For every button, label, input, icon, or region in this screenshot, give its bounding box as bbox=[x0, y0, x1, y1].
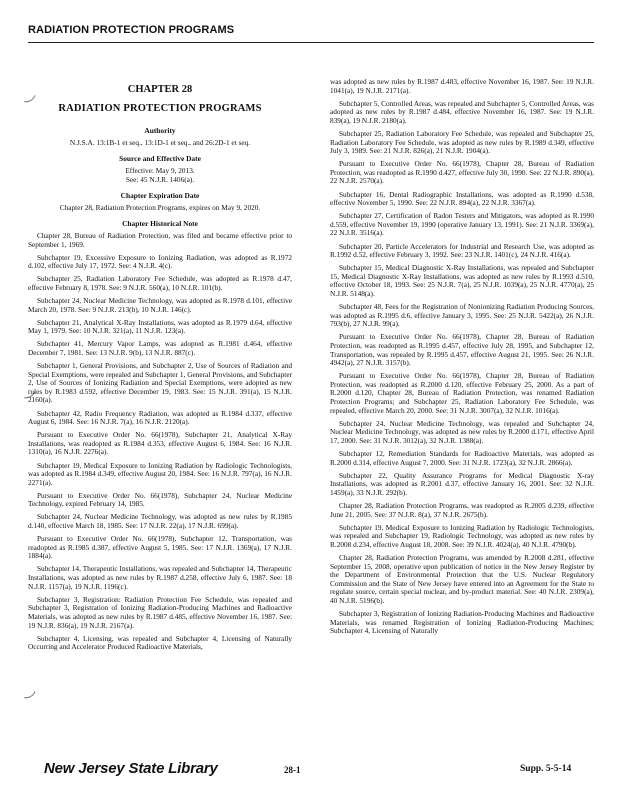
history-paragraph: Pursuant to Executive Order No. 66(1978), Chapter 28, Bureau of Radiation Protection, was readopted as R.1990 d.427, effective July 30, 1990. See: 22 N.J.R. 890(a), 22 N.J.R. 2570(a). bbox=[330, 159, 594, 186]
history-paragraph: Subchapter 5, Controlled Areas, was repealed and Subchapter 5, Controlled Areas, was adopted as new rules by R.1987 d.484, effective November 16, 1987. See: 19 N.J.R. 839(a), 19 N.J.R. 2180(a). bbox=[330, 98, 594, 125]
right-column bbox=[330, 78, 594, 640]
authority-text: N.J.S.A. 13:1B-1 et seq., 13:1D-1 et seq., and 26:2D-1 et seq. bbox=[69, 137, 251, 147]
history-paragraph: Pursuant to Executive Order No. 66(1978), Subchapter 24, Nuclear Medicine Technology, expired February 14, 1985. bbox=[28, 490, 292, 509]
source-line: See: 45 N.J.R. 1406(a). bbox=[125, 174, 195, 184]
history-paragraph: Subchapter 1, General Provisions, and Subchapter 2, Use of Sources of Radiation and Special Exemptions, were repealed and Subchapter 1, General Provisions, and Subchapter 2, Use of Sources of Ionizing Radiation and Special Exemptions, were adopted as new rules by R.1983 d.592, effective December 19, 1983. See: 15 N.J.R. 391(a), 15 N.J.R. 2160(a). bbox=[28, 361, 292, 405]
history-paragraph: Subchapter 24, Nuclear Medicine Technology, was adopted as R.1978 d.101, effective March 20, 1978. See: 9 N.J.R. 213(b), 10 N.J.R. 146(c). bbox=[28, 296, 292, 314]
page-number: 28-1 bbox=[284, 765, 301, 775]
history-paragraph: Chapter 28, Bureau of Radiation Protection, was filed and became effective prior to September 1, 1969. bbox=[28, 230, 292, 249]
history-paragraph: Subchapter 16, Dental Radiographic Installations, was adopted as R.1990 d.538, effective November 5, 1990. See: 22 N.J.R. 894(a), 22 N.J.R. 3367(a). bbox=[330, 189, 594, 208]
history-paragraph: Subchapter 24, Nuclear Medicine Technology, was adopted as new rules by R.1985 d.140, effective March 18, 1985. See: 17 N.J.R. 22(a), 17 N.J.R. 699(a). bbox=[28, 512, 292, 531]
chapter-title: RADIATION PROTECTION PROGRAMS bbox=[58, 102, 262, 114]
history-paragraph: Subchapter 19, Medical Exposure to Ionizing Radiation by Radiologic Technologists, was repealed and Subchapter 19, Radiologic Technology, was adopted as new rules by R.2008 d.234, effective August 18, 2008. See: 39 N.J.R. 4024(a), 40 N.J.R. 4790(b). bbox=[330, 522, 594, 549]
library-stamp: New Jersey State Library bbox=[44, 760, 218, 777]
authority-heading: Authority bbox=[144, 126, 176, 136]
history-paragraph: Subchapter 27, Certification of Radon Testers and Mitigators, was adopted as R.1990 d.559, effective November 19, 1990 (operative January 13, 1991). See: 21 N.J.R. 3369(a), 22 N.J.R. 3516(a). bbox=[330, 211, 594, 238]
expiration-text: Chapter 28, Radiation Protection Programs, expires on May 9, 2020. bbox=[59, 202, 261, 212]
history-paragraph: Subchapter 4, Licensing, was repealed and Subchapter 4, Licensing of Naturally Occurring and Accelerator Produced Radioactive Materials, bbox=[28, 633, 292, 652]
history-paragraph: Pursuant to Executive Order No. 66(1978), Subchapter 21, Analytical X-Ray Installations, was readopted as R.1984 d.353, effective August 6, 1984. See: 16 N.J.R. 1310(a), 16 N.J.R. 2276(a). bbox=[28, 430, 292, 457]
history-paragraph: Pursuant to Executive Order No. 66(1978), Chapter 28, Bureau of Radiation Protection, was readopted as R.1995 d.457, effective July 28, 1995, and Subchapter 12, Transportation, was repealed by R.1995 d.457, effective August 21, 1995. See: 26 N.J.R. 4942(a), 27 N.J.R. 3157(b). bbox=[330, 332, 594, 368]
source-line: Effective: May 9, 2013. bbox=[125, 165, 195, 175]
history-paragraph: Chapter 28, Radiation Protection Programs, was readopted as R.2005 d.239, effective June 21, 2005. See: 37 N.J.R. 8(a), 37 N.J.R. 2675(b). bbox=[330, 500, 594, 519]
history-paragraph: Subchapter 3, Registration: Radiation Protection Fee Schedule, was repealed and Subchapter 3, Registration of Ionizing Radiation-Producing Machines and Radioactive Materials, was adopted as new rules by R.1987 d.485, effective November 16, 1987. See: 19 N.J.R. 836(a), 19 N.J.R. 2167(a). bbox=[28, 594, 292, 630]
history-paragraph: Subchapter 41, Mercury Vapor Lamps, was adopted as R.1981 d.464, effective December 7, 1981. See: 13 N.J.R. 9(b), 13 N.J.R. 887(c). bbox=[28, 339, 292, 357]
history-paragraph: Subchapter 3, Registration of Ionizing Radiation-Producing Machines and Radioactive Materials, was renamed Registration of Ionizing Radiation-Producing Machines; Subchapter 4, Licensing of Naturally bbox=[330, 608, 594, 636]
source-heading: Source and Effective Date bbox=[119, 154, 201, 164]
history-paragraph: Subchapter 48, Fees for the Registration of Nonionizing Radiation Producing Sources, was adopted as R.1995 d.6, effective January 3, 1995. See: 25 N.J.R. 5422(a), 26 N.J.R. 793(b), 27 N.J.R. 99(a). bbox=[330, 302, 594, 329]
history-paragraph: Subchapter 24, Nuclear Medicine Technology, was repealed and Subchapter 24, Nuclear Medicine Technology, was adopted as new rules by R.2000 d.171, effective April 17, 2000. See: 31 N.J.R. 3012(a), 32 N.J.R. 1388(a). bbox=[330, 418, 594, 445]
history-paragraph: Subchapter 22, Quality Assurance Programs for Medical Diagnostic X-ray Installations, was adopted as R.2001 d.37, effective January 16, 2001. See: 32 N.J.R. 1459(a), 33 N.J.R. 292(b). bbox=[330, 470, 594, 497]
historical-note-left bbox=[28, 232, 292, 652]
history-paragraph: Pursuant to Executive Order No. 66(1978), Chapter 28, Bureau of Radiation Protection, was readopted as R.2000 d.120, effective February 25, 2000. As a part of R.2000 d.120, Chapter 28, Bureau of Radiation Protection, was renamed Radiation Protection Programs; and Subchapter 25, Radiation Laboratory Fee Schedule, was repealed, effective March 20, 2000. See: 31 N.J.R. 3007(a), 32 N.J.R. 1016(a). bbox=[330, 371, 594, 415]
supplement-date: Supp. 5-5-14 bbox=[520, 764, 572, 774]
header-rule bbox=[28, 42, 594, 43]
history-paragraph: Chapter 28, Radiation Protection Programs, was amended by R.2008 d.281, effective September 15, 2008, operative upon publication of notice in the New Jersey Register by the Department of Environmental Protection that the U.S. Nuclear Regulatory Commission and the State of New Jersey have entered into an Agreement for the State to regulate source, certain special nuclear, and by-product material. See: 40 N.J.R. 2309(a), 40 N.J.R. 5196(b). bbox=[330, 552, 594, 605]
history-paragraph: Subchapter 42, Radio Frequency Radiation, was adopted as R.1984 d.337, effective August 6, 1984. See: 16 N.J.R. 7(a), 16 N.J.R. 2120(a). bbox=[28, 408, 292, 427]
history-paragraph: Subchapter 19, Medical Exposure to Ionizing Radiation by Radiologic Technologists, was adopted as R.1984 d.349, effective August 20, 1984. See: 16 N.J.R. 797(a), 16 N.J.R. 2271(a). bbox=[28, 460, 292, 487]
expiration-heading: Chapter Expiration Date bbox=[120, 191, 200, 201]
history-paragraph: Subchapter 21, Analytical X-Ray Installations, was adopted as R.1979 d.64, effective May 1, 1979. See: 10 N.J.R. 321(a), 11 N.J.R. 123(a). bbox=[28, 317, 292, 336]
history-paragraph: Subchapter 15, Medical Diagnostic X-Ray Installations, was repealed and Subchapter 15, Medical Diagnostic X-Ray Installations, was adopted as new rules by R.1993 d.510, effective October 18, 1993. See: 25 N.J.R. 7(a), 25 N.J.R. 1039(a), 25 N.J.R. 4770(a), 25 N.J.R. 5148(a). bbox=[330, 263, 594, 298]
left-column bbox=[28, 78, 292, 656]
running-header-title: RADIATION PROTECTION PROGRAMS bbox=[28, 24, 235, 36]
historical-note-heading: Chapter Historical Note bbox=[122, 219, 198, 229]
history-paragraph: Subchapter 19, Excessive Exposure to Ionizing Radiation, was adopted as R.1972 d.102, effective July 17, 1972. See: 4 N.J.R. 4(c). bbox=[28, 252, 292, 271]
history-paragraph: was adopted as new rules by R.1987 d.483, effective November 16, 1987. See: 19 N.J.R. 1041(a), 19 N.J.R. 2171(a). bbox=[330, 77, 594, 95]
history-paragraph: Subchapter 14, Therapeutic Installations, was repealed and Subchapter 14, Therapeutic Installations, was adopted as new rules by R.1987 d.258, effective July 6, 1987. See: 18 N.J.R. 1157(a), 19 N.J.R. 1196(c). bbox=[28, 564, 292, 591]
history-paragraph: Subchapter 20, Particle Accelerators for Industrial and Research Use, was adopted as R.1992 d.52, effective February 3, 1992. See: 23 N.J.R. 1401(c), 24 N.J.R. 416(a). bbox=[330, 241, 594, 260]
historical-note-right bbox=[330, 78, 594, 636]
chapter-number: CHAPTER 28 bbox=[127, 84, 193, 95]
history-paragraph: Subchapter 12, Remediation Standards for Radioactive Materials, was adopted as R.2000 d.314, effective August 7, 2000. See: 31 N.J.R. 1723(a), 32 N.J.R. 2866(a). bbox=[330, 448, 594, 467]
history-paragraph: Subchapter 25, Radiation Laboratory Fee Schedule, was repealed and Subchapter 25, Radiation Laboratory Fee Schedule, was adopted as new rules by R.1989 d.349, effective July 3, 1989. See: 21 N.J.R. 826(a), 21 N.J.R. 1904(a). bbox=[330, 128, 594, 156]
history-paragraph: Subchapter 25, Radiation Laboratory Fee Schedule, was adopted as R.1978 d.47, effective February 8, 1978. See: 9 N.J.R. 560(a), 10 N.J.R. 101(b). bbox=[28, 274, 292, 292]
history-paragraph: Pursuant to Executive Order No. 66(1978), Subchapter 12, Transportation, was readopted as R.1985 d.387, effective August 5, 1985. See: 17 N.J.R. 1369(a), 17 N.J.R. 1884(a). bbox=[28, 534, 292, 561]
binding-hole-mark bbox=[15, 679, 39, 702]
